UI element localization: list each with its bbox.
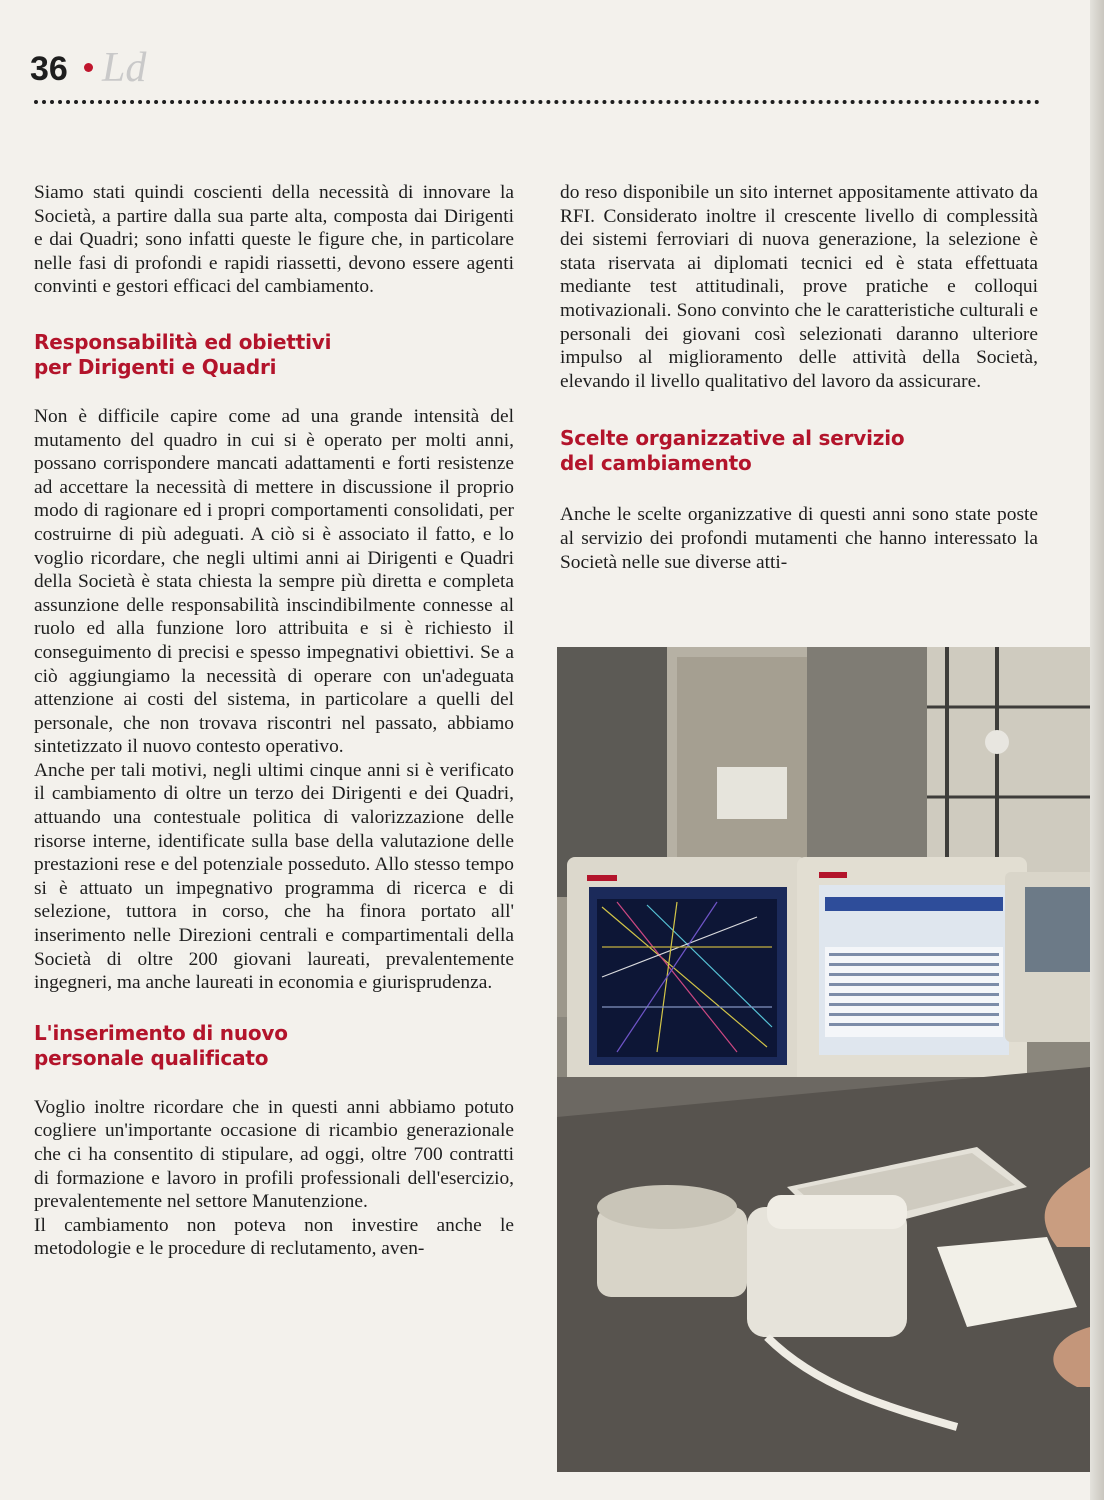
header-dotted-rule bbox=[34, 100, 1040, 104]
left-paragraph-2: Non è difficile capire come ad una grande intensità del mutamento del quadro in cui si è operato per molti anni, possano corrispondere mancati adattamenti e forti resistenze ad accettare la necessità di mettere in discussione il proprio modo di ragionare ed i propri comportamenti consolidati, per costruirne di più adeguati. A ciò si è associato il fatto, e lo voglio ricordare, che negli ultimi anni ai Dirigenti e Quadri della Società è stata chiesta la sempre più diretta e completa assunzione delle responsabilità inscindibilmente connesse al ruolo ed alla funzione loro attribuita e si è richiesto il conseguimento di precisi e spesso impegnativi obiettivi. Se a ciò aggiungiamo la necessità di operare con un'adeguata attenzione ai costi del sistema, in particolare a quelli del personale, che non trovava riscontri nel passato, abbiamo sintetizzato il nuovo contesto operativo. bbox=[34, 405, 514, 758]
right-paragraph-1: do reso disponibile un sito internet appositamente attivato da RFI. Considerato inoltre il crescente livello di complessità dei sistemi ferroviari di nuova generazione, la selezione è stata riservata ai diplomati tecnici ed è stata effettuata mediante test attitudinali, prove pratiche e colloqui motivazionali. Sono convinto che le caratteristiche culturali e personali dei giovani così selezionati daranno ulteriore impulso al miglioramento delle attività della Società, elevando il livello qualitativo del lavoro da assicurare. bbox=[560, 182, 1038, 392]
header-bullet bbox=[84, 63, 93, 72]
heading-line: Scelte organizzative al servizio bbox=[560, 426, 905, 451]
control-room-photo bbox=[557, 647, 1090, 1472]
left-paragraph-4: Voglio inoltre ricordare che in questi anni abbiamo potuto cogliere un'importante occasione di ricambio generazionale che ci ha consentito di stipulare, ad oggi, oltre 700 contratti di formazione e lavoro in profili professionali dell'esercizio, prevalentemente nel settore Manutenzione. bbox=[34, 1096, 514, 1213]
page-number: 36 bbox=[30, 50, 68, 88]
heading-line: Responsabilità ed obiettivi bbox=[34, 329, 332, 354]
right-column bbox=[560, 181, 1038, 574]
heading-line: personale qualificato bbox=[34, 1045, 269, 1070]
section-heading-responsabilita bbox=[34, 330, 514, 380]
heading-line: del cambiamento bbox=[560, 451, 752, 476]
left-paragraph-3: Anche per tali motivi, negli ultimi cinque anni si è verificato il cambiamento di oltre un terzo dei Dirigenti e dei Quadri, attuando una contestuale politica di valorizzazione delle risorse interne, identificate sulla base della valutazione delle prestazioni rese e del potenziale posseduto. Allo stesso tempo si è attuato un impegnativo programma di ricerca e di selezione, tuttora in corso, che ha finora portato all' inserimento nelle Direzioni centrali e compartimentali della Società di oltre 200 giovani laureati, prevalentemente ingegneri, ma anche laureati in economia e giurisprudenza. bbox=[34, 759, 514, 994]
section-heading-scelte bbox=[560, 426, 1038, 476]
wall-notice bbox=[717, 767, 787, 819]
section-heading-inserimento bbox=[34, 1021, 514, 1071]
right-monitor bbox=[797, 857, 1027, 1087]
heading-line: per Dirigenti e Quadri bbox=[34, 354, 277, 379]
left-paragraph-1: Siamo stati quindi coscienti della necessità di innovare la Società, a partire dalla sua parte alta, composta dai Dirigenti e dai Quadri; sono infatti queste le figure che, in particolare nelle fasi di profondi e rapidi riassetti, devono essere agenti convinti e gestori efficaci del cambiamento. bbox=[34, 182, 514, 298]
right-paragraph-2: Anche le scelte organizzative di questi anni sono state poste al servizio dei profondi mutamenti che hanno interessato la Società nelle sue diverse atti- bbox=[560, 504, 1038, 573]
left-paragraph-5: Il cambiamento non poteva non investire anche le metodologie e le procedure di reclutamento, aven- bbox=[34, 1214, 514, 1260]
left-column bbox=[34, 181, 514, 1261]
heading-line: L'inserimento di nuovo bbox=[34, 1020, 288, 1045]
magazine-logo: Ld bbox=[102, 45, 147, 91]
page-edge bbox=[1090, 0, 1104, 1500]
